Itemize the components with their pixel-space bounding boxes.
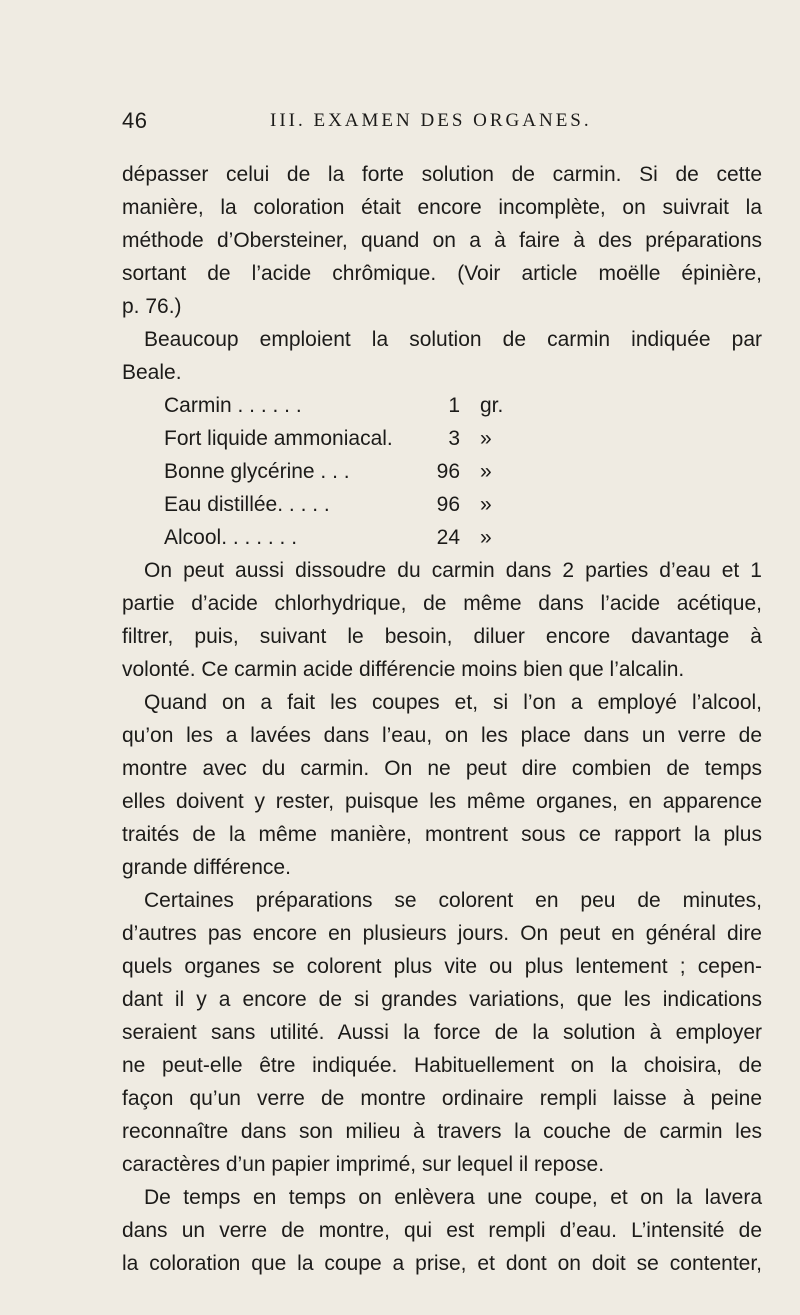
recipe-ingredient: Carmin . . . . . .: [164, 394, 302, 417]
recipe-quantity: 96: [436, 460, 460, 483]
body-text: [122, 158, 762, 1280]
page-number: 46: [122, 108, 148, 133]
text-line: On peut aussi dissoudre du carmin dans 2 parties d’eau et 1: [144, 559, 762, 582]
text-line: quels organes se colorent plus vite ou plus lentement ; cepen-: [122, 955, 762, 978]
text-line: De temps en temps on enlèvera une coupe, et on la lavera: [144, 1186, 762, 1209]
text-line: traités de la même manière, montrent sous ce rapport la plus: [122, 823, 762, 846]
text-line: Beaucoup emploient la solution de carmin indiquée par: [144, 328, 762, 351]
recipe-ingredient: Fort liquide ammoniacal.: [164, 427, 393, 450]
text-line: qu’on les a lavées dans l’eau, on les place dans un verre de: [122, 724, 762, 747]
text-line: elles doivent y rester, puisque les même organes, en apparence: [122, 790, 762, 813]
recipe-list: [122, 389, 762, 554]
recipe-unit: gr.: [480, 394, 504, 417]
recipe-ingredient: Alcool. . . . . . .: [164, 526, 298, 549]
recipe-ingredient: Eau distillée. . . . .: [164, 493, 330, 516]
paragraph: [122, 1181, 762, 1280]
recipe-quantity: 3: [448, 427, 460, 450]
recipe-row: [122, 422, 762, 455]
text-line: p. 76.): [122, 295, 182, 318]
page-header: [122, 108, 762, 138]
text-line: filtrer, puis, suivant le besoin, diluer encore davantage à: [122, 625, 762, 648]
text-line: dépasser celui de la forte solution de carmin. Si de cette: [122, 163, 762, 186]
text-line: manière, la coloration était encore incomplète, on suivrait la: [122, 196, 762, 219]
recipe-unit: »: [480, 493, 492, 516]
paragraph: [122, 554, 762, 686]
text-line: volonté. Ce carmin acide différencie moins bien que l’alcalin.: [122, 658, 685, 681]
text-line: seraient sans utilité. Aussi la force de la solution à employer: [122, 1021, 762, 1044]
text-line: sortant de l’acide chrômique. (Voir article moëlle épinière,: [122, 262, 762, 285]
recipe-unit: »: [480, 427, 492, 450]
paragraph: [122, 686, 762, 884]
text-line: la coloration que la coupe a prise, et dont on doit se contenter,: [122, 1252, 762, 1275]
recipe-row: [122, 521, 762, 554]
recipe-quantity: 96: [436, 493, 460, 516]
recipe-unit: »: [480, 460, 492, 483]
text-line: montre avec du carmin. On ne peut dire combien de temps: [122, 757, 762, 780]
recipe-quantity: 1: [448, 394, 460, 417]
text-line: partie d’acide chlorhydrique, de même dans l’acide acétique,: [122, 592, 762, 615]
text-line: d’autres pas encore en plusieurs jours. On peut en général dire: [122, 922, 762, 945]
text-line: grande différence.: [122, 856, 291, 879]
recipe-row: [122, 488, 762, 521]
text-line: reconnaître dans son milieu à travers la couche de carmin les: [122, 1120, 762, 1143]
text-line: dans un verre de montre, qui est rempli d’eau. L’intensité de: [122, 1219, 762, 1242]
paragraph: [122, 884, 762, 1181]
text-line: Quand on a fait les coupes et, si l’on a employé l’alcool,: [144, 691, 762, 714]
recipe-row: [122, 455, 762, 488]
text-line: dant il y a encore de si grandes variations, que les indications: [122, 988, 762, 1011]
text-line: Beale.: [122, 361, 182, 384]
recipe-unit: »: [480, 526, 492, 549]
text-line: ne peut-elle être indiquée. Habituellement on la choisira, de: [122, 1054, 762, 1077]
text-line: Certaines préparations se colorent en peu de minutes,: [144, 889, 762, 912]
text-line: caractères d’un papier imprimé, sur lequel il repose.: [122, 1153, 605, 1176]
recipe-row: [122, 389, 762, 422]
recipe-quantity: 24: [436, 526, 460, 549]
running-head: III. EXAMEN DES ORGANES.: [270, 110, 592, 131]
paragraph: [122, 323, 762, 389]
text-line: façon qu’un verre de montre ordinaire rempli laisse à peine: [122, 1087, 762, 1110]
text-line: méthode d’Obersteiner, quand on a à faire à des préparations: [122, 229, 762, 252]
recipe-ingredient: Bonne glycérine . . .: [164, 460, 350, 483]
paragraph: [122, 158, 762, 323]
